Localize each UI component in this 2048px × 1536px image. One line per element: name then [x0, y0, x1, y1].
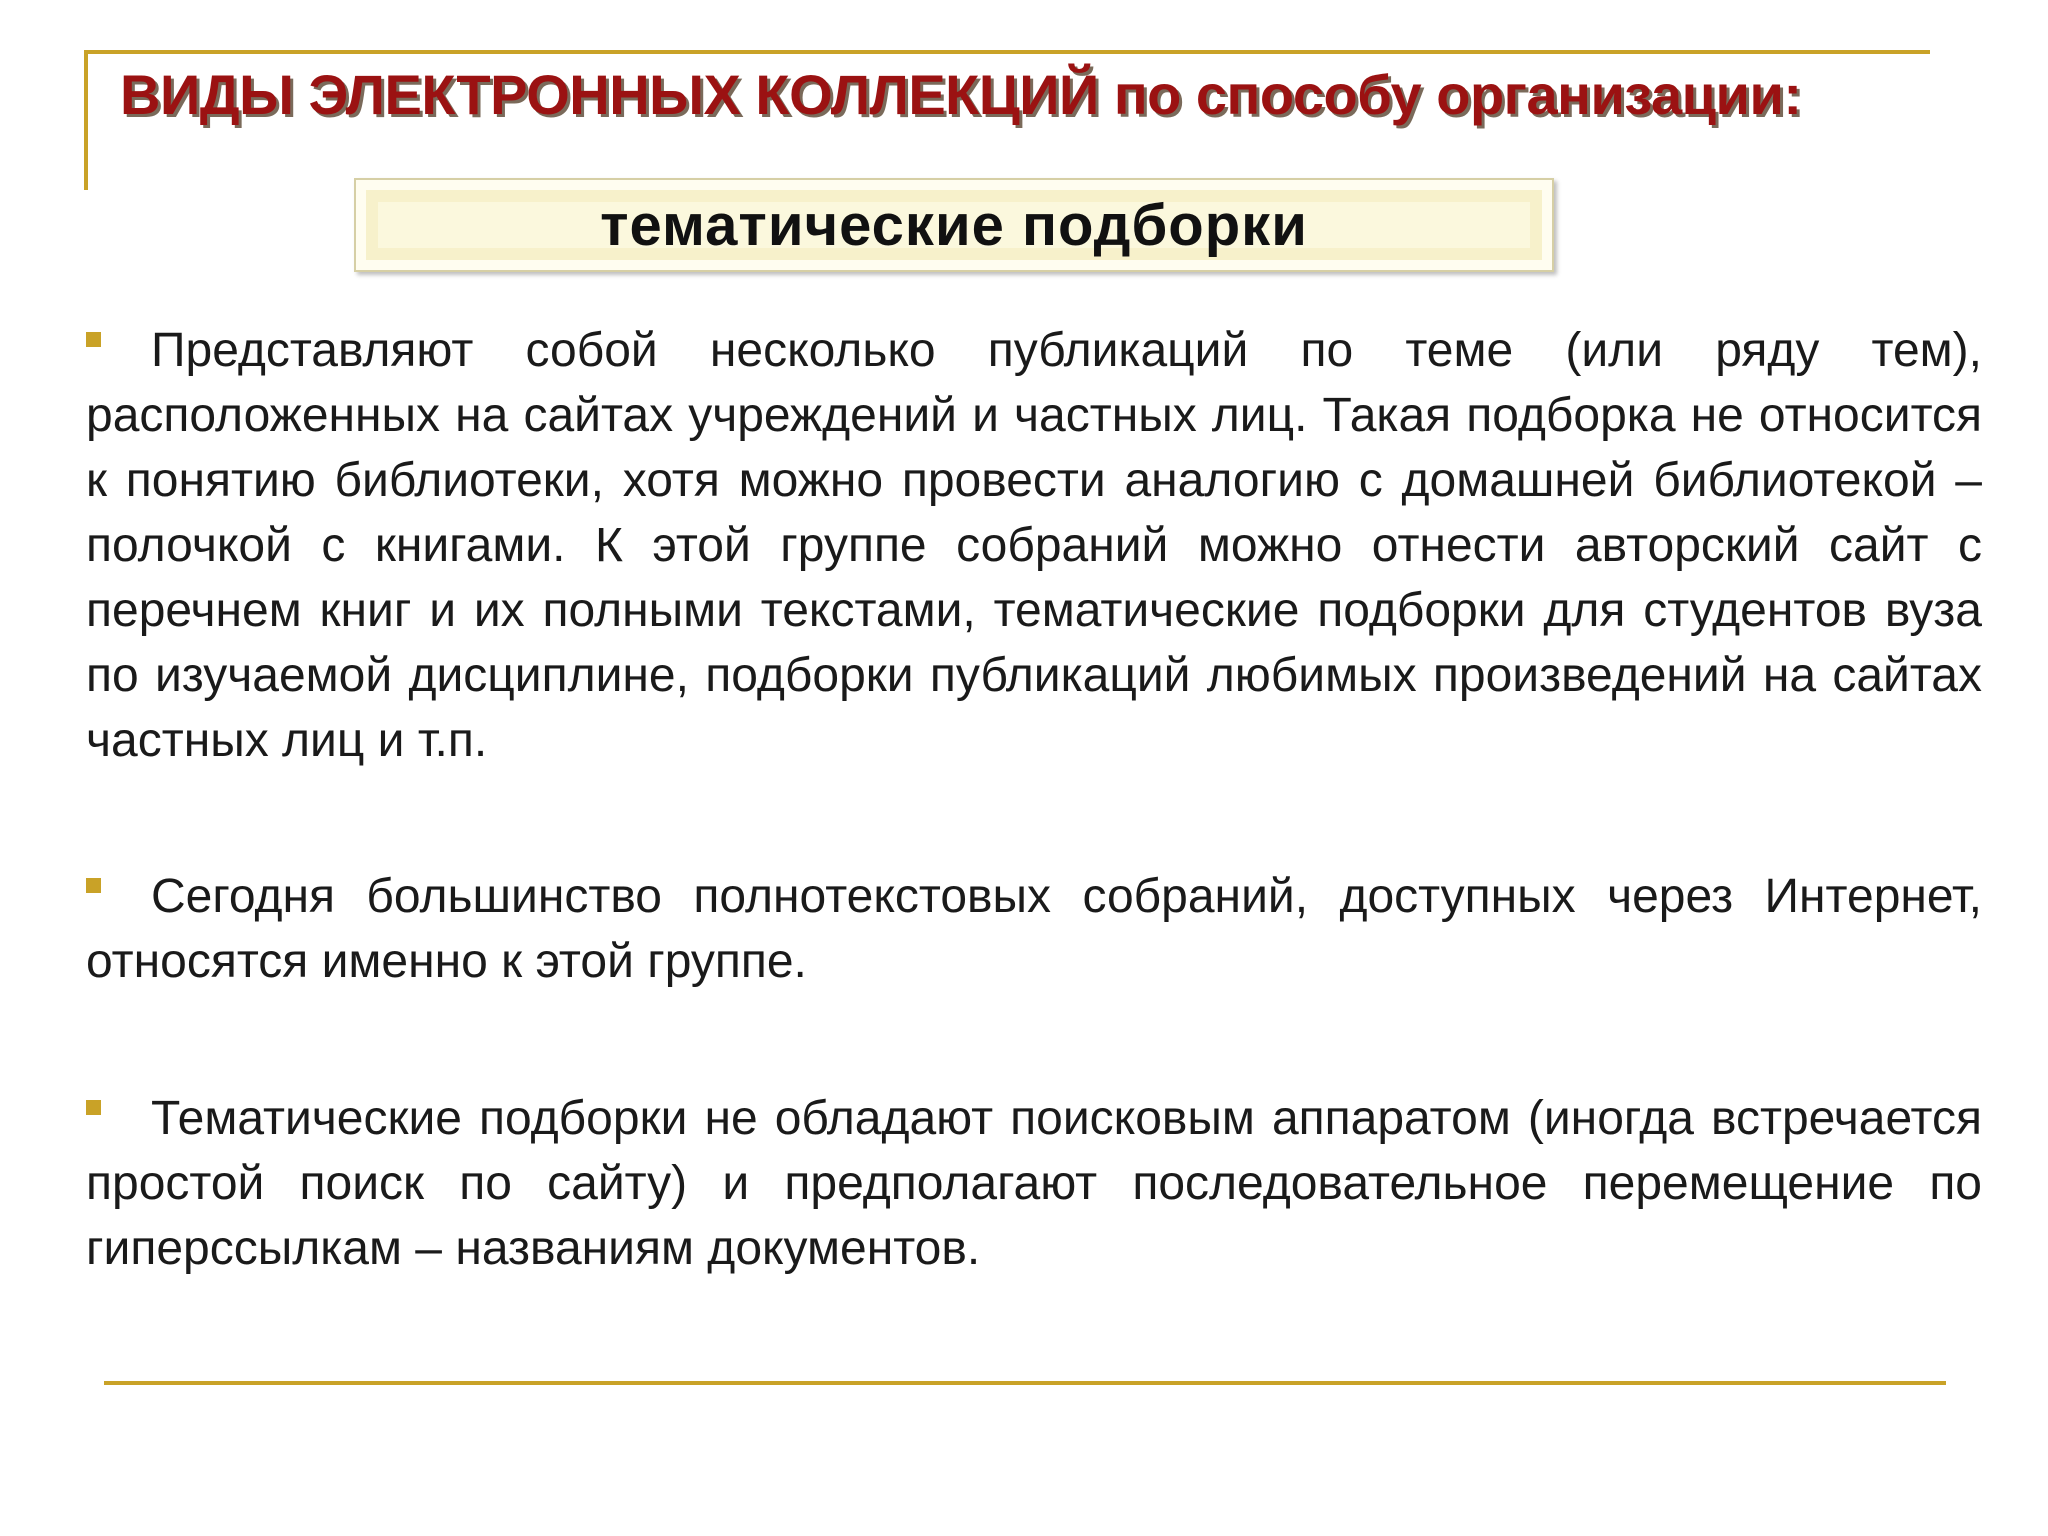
bullet-square-icon: [86, 1100, 101, 1115]
bullet-text: Представляют собой несколько публикаций по теме (или ряду тем), расположенных на сайтах учреждений и частных лиц. Такая подборка не относится к понятию библиотеки, хотя можно провести аналогию с домашней библиотекой – полочкой с книгами. К этой группе собраний можно отнести авторский сайт с перечнем книг и их полными текстами, тематические подборки для студентов вуза по изучаемой дисциплине, подборки публикаций любимых произведений на сайтах частных лиц и т.п.: [86, 324, 1982, 767]
subtitle-box: [354, 178, 1554, 272]
bullet-text: Сегодня большинство полнотекстовых собраний, доступных через Интернет, относятся именно к этой группе.: [86, 870, 1982, 988]
frame-bottom-line: [104, 1381, 1946, 1385]
bullet-item: [86, 1086, 1982, 1281]
bullet-item: [86, 864, 1982, 994]
bullet-square-icon: [86, 878, 101, 893]
bullet-text: Тематические подборки не обладают поисковым аппаратом (иногда встречается простой поиск по сайту) и предполагают последовательное перемещение по гиперссылкам – названиям документов.: [86, 1092, 1982, 1275]
frame-left-line: [84, 50, 88, 190]
bullet-square-icon: [86, 332, 101, 347]
slide-title: ВИДЫ ЭЛЕКТРОННЫХ КОЛЛЕКЦИЙ по способу организации:: [120, 63, 1802, 126]
subtitle-text: тематические подборки: [600, 192, 1308, 258]
frame-top-line: [84, 50, 1930, 54]
bullet-item: [86, 318, 1982, 773]
